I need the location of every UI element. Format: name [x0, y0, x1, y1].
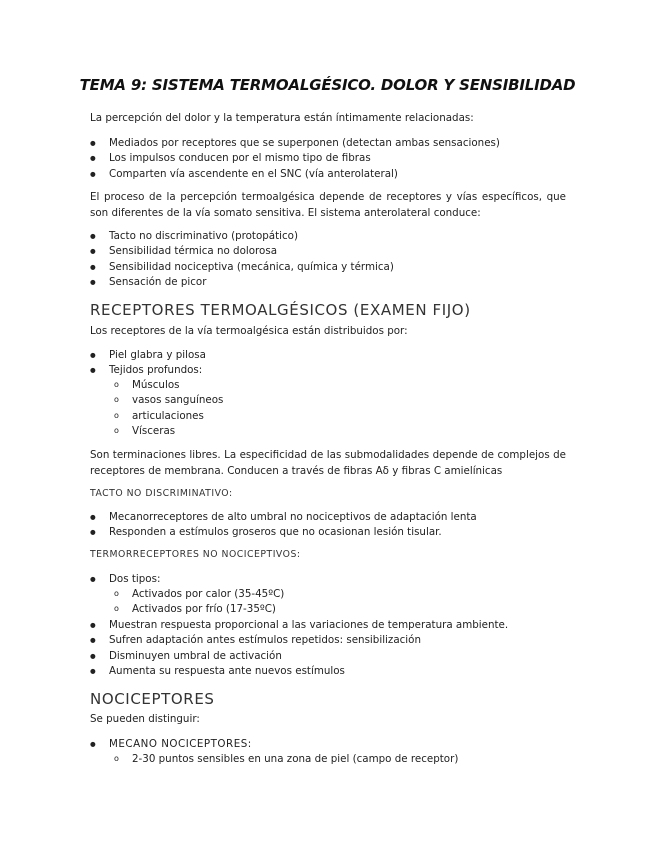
process-paragraph: El proceso de la percepción termoalgésica depende de receptores y vías específicos, que son diferentes de la vía somato sensitiva. El sistema anterolateral conduce:	[90, 191, 566, 219]
process-list	[90, 229, 566, 290]
termo-list	[90, 572, 566, 587]
section-heading-receptores: RECEPTORES TERMOALGÉSICOS (EXAMEN FIJO)	[90, 301, 471, 319]
list-item: ● Tacto no discriminativo (protopático)	[90, 229, 566, 244]
list-item: ● Sensibilidad térmica no dolorosa	[90, 244, 566, 259]
nociceptores-list	[90, 737, 566, 752]
list-item: ● Mediados por receptores que se superponen (detectan ambas sensaciones)	[90, 136, 566, 151]
termo-list-cont	[90, 618, 566, 679]
list-item: ● Sufren adaptación antes estímulos repetidos: sensibilización	[90, 633, 566, 648]
section-heading-nociceptores: NOCICEPTORES	[90, 690, 215, 708]
sub-list-item: o Músculos	[90, 378, 566, 393]
list-item: ● Aumenta su respuesta ante nuevos estímulos	[90, 664, 566, 679]
list-item: ● Sensibilidad nociceptiva (mecánica, química y térmica)	[90, 260, 566, 275]
section-heading-tacto: TACTO NO DISCRIMINATIVO:	[90, 488, 233, 499]
sub-list-item: o Activados por calor (35-45ºC)	[90, 587, 566, 602]
sub-list-item: o 2-30 puntos sensibles en una zona de piel (campo de receptor)	[90, 752, 566, 767]
list-item: ● Sensación de picor	[90, 275, 566, 290]
receptores-sublist	[90, 378, 566, 439]
intro-paragraph: La percepción del dolor y la temperatura están íntimamente relacionadas:	[90, 112, 474, 124]
tacto-list	[90, 510, 566, 541]
list-item: ● Muestran respuesta proporcional a las variaciones de temperatura ambiente.	[90, 618, 566, 633]
page-title: TEMA 9: SISTEMA TERMOALGÉSICO. DOLOR Y SENSIBILIDAD	[79, 76, 576, 94]
list-item: ● Piel glabra y pilosa	[90, 348, 566, 363]
list-item: ● Tejidos profundos:	[90, 363, 566, 378]
nociceptores-sublist	[90, 752, 566, 767]
sub-list-item: o vasos sanguíneos	[90, 393, 566, 408]
section-heading-termo: TERMORRECEPTORES NO NOCICEPTIVOS:	[90, 549, 301, 560]
receptores-paragraph: Son terminaciones libres. La especificidad de las submodalidades depende de complejos de receptores de membrana. Conducen a través de fibras Aδ y fibras C amielínicas	[90, 449, 566, 477]
receptores-intro: Los receptores de la vía termoalgésica están distribuidos por:	[90, 325, 408, 337]
list-item: ● Responden a estímulos groseros que no ocasionan lesión tisular.	[90, 525, 566, 540]
intro-list	[90, 136, 566, 182]
list-item: ● Los impulsos conducen por el mismo tipo de fibras	[90, 151, 566, 166]
sub-list-item: o articulaciones	[90, 409, 566, 424]
sub-list-item: o Activados por frío (17-35ºC)	[90, 602, 566, 617]
list-item: ● Comparten vía ascendente en el SNC (vía anterolateral)	[90, 167, 566, 182]
termo-sublist	[90, 587, 566, 618]
nociceptores-intro: Se pueden distinguir:	[90, 713, 200, 725]
list-item: ● Disminuyen umbral de activación	[90, 649, 566, 664]
receptores-list	[90, 348, 566, 379]
sub-list-item: o Vísceras	[90, 424, 566, 439]
list-item: ● Mecanorreceptores de alto umbral no nociceptivos de adaptación lenta	[90, 510, 566, 525]
list-item: ● MECANO NOCICEPTORES:	[90, 737, 566, 752]
list-item: ● Dos tipos:	[90, 572, 566, 587]
